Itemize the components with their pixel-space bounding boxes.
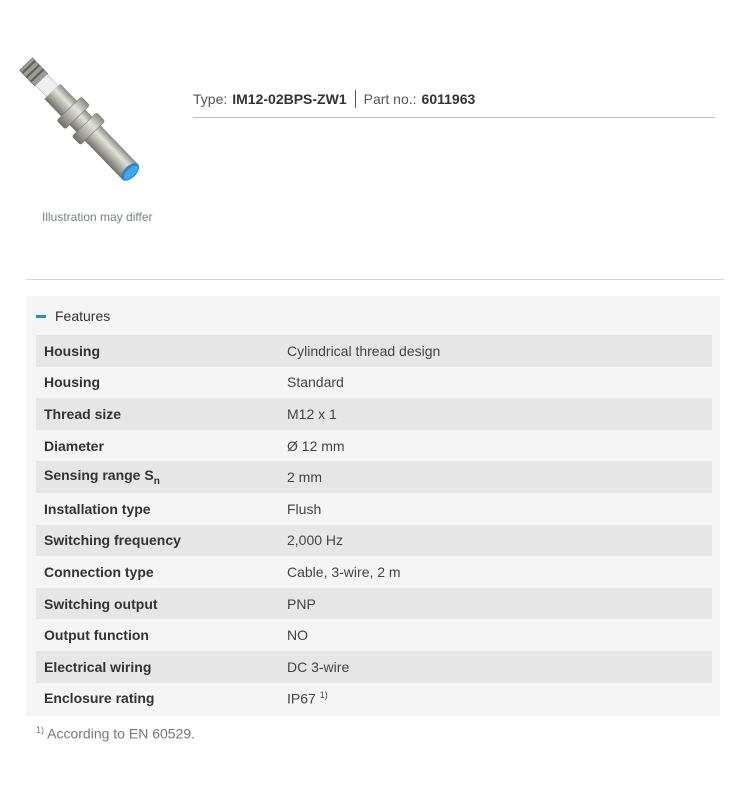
feature-row (36, 525, 712, 557)
feature-value-text: Ø 12 mm (287, 437, 345, 454)
feature-row (36, 335, 712, 367)
image-caption: Illustration may differ (42, 210, 153, 224)
feature-value-text: DC 3-wire (287, 658, 350, 675)
feature-value (279, 335, 712, 367)
footnote-text: According to EN 60529. (47, 725, 196, 742)
feature-value-text: 2,000 Hz (287, 532, 344, 549)
collapse-minus-icon[interactable] (36, 315, 46, 318)
feature-key (36, 651, 279, 683)
type-label: Type: (193, 91, 228, 107)
footnote (36, 725, 195, 742)
zoom-icon (156, 183, 165, 192)
feature-key (36, 525, 279, 557)
feature-value (279, 461, 712, 493)
feature-value (279, 525, 712, 557)
feature-key-text: Switching output (44, 595, 158, 612)
feature-row (36, 367, 712, 399)
feature-value-text: M12 x 1 (287, 405, 337, 422)
features-panel (26, 296, 720, 716)
feature-value (279, 493, 712, 525)
feature-value-text: PNP (287, 595, 316, 612)
feature-key-text: Diameter (44, 437, 104, 454)
feature-value-text: Flush (287, 500, 322, 517)
feature-key-text: Connection type (44, 563, 154, 580)
feature-value-text: NO (287, 627, 308, 644)
feature-key (36, 335, 279, 367)
feature-row (36, 430, 712, 462)
feature-key-text: Enclosure rating (44, 690, 155, 707)
feature-key (36, 430, 279, 462)
feature-value (279, 367, 712, 399)
feature-value (279, 588, 712, 620)
product-identity (193, 90, 475, 108)
header-rule (193, 117, 715, 118)
divider (355, 90, 356, 108)
features-title: Features (55, 308, 111, 324)
feature-value-text: Cylindrical thread design (287, 342, 441, 359)
features-table (36, 335, 712, 714)
feature-value-text: Standard (287, 374, 344, 391)
feature-value-text: Cable, 3-wire, 2 m (287, 563, 401, 580)
feature-value (279, 398, 712, 430)
feature-key-text: Housing (44, 374, 100, 391)
part-value: 6011963 (421, 91, 476, 107)
footnote-reference[interactable]: 1) (319, 690, 328, 700)
feature-row (36, 398, 712, 430)
feature-key-text: Sensing range S (44, 467, 154, 484)
feature-row (36, 493, 712, 525)
feature-row (36, 651, 712, 683)
feature-value (279, 619, 712, 651)
feature-row (36, 588, 712, 620)
feature-value (279, 430, 712, 462)
footnote-marker: 1) (36, 725, 45, 735)
feature-key-text: Housing (44, 342, 100, 359)
part-label: Part no.: (363, 91, 417, 107)
feature-key (36, 367, 279, 399)
feature-key-subscript: n (153, 476, 160, 488)
feature-value-text: 2 mm (287, 469, 322, 486)
feature-key (36, 556, 279, 588)
feature-key-text: Installation type (44, 500, 151, 517)
feature-key-text: Switching frequency (44, 532, 181, 549)
feature-row (36, 461, 712, 493)
feature-row (36, 619, 712, 651)
feature-value (279, 651, 712, 683)
feature-value (279, 683, 712, 715)
feature-key (36, 493, 279, 525)
feature-value-text: IP67 (287, 690, 316, 707)
feature-key (36, 683, 279, 715)
product-image[interactable] (18, 52, 178, 202)
feature-key (36, 588, 279, 620)
section-rule (26, 279, 724, 280)
feature-value (279, 556, 712, 588)
feature-key-text: Output function (44, 627, 149, 644)
feature-key-text: Electrical wiring (44, 658, 152, 675)
feature-row (36, 556, 712, 588)
features-toggle[interactable] (36, 308, 110, 324)
feature-key (36, 461, 279, 493)
feature-key-text: Thread size (44, 405, 122, 422)
type-value: IM12-02BPS-ZW1 (232, 91, 347, 107)
feature-row (36, 683, 712, 715)
feature-key (36, 619, 279, 651)
feature-key (36, 398, 279, 430)
